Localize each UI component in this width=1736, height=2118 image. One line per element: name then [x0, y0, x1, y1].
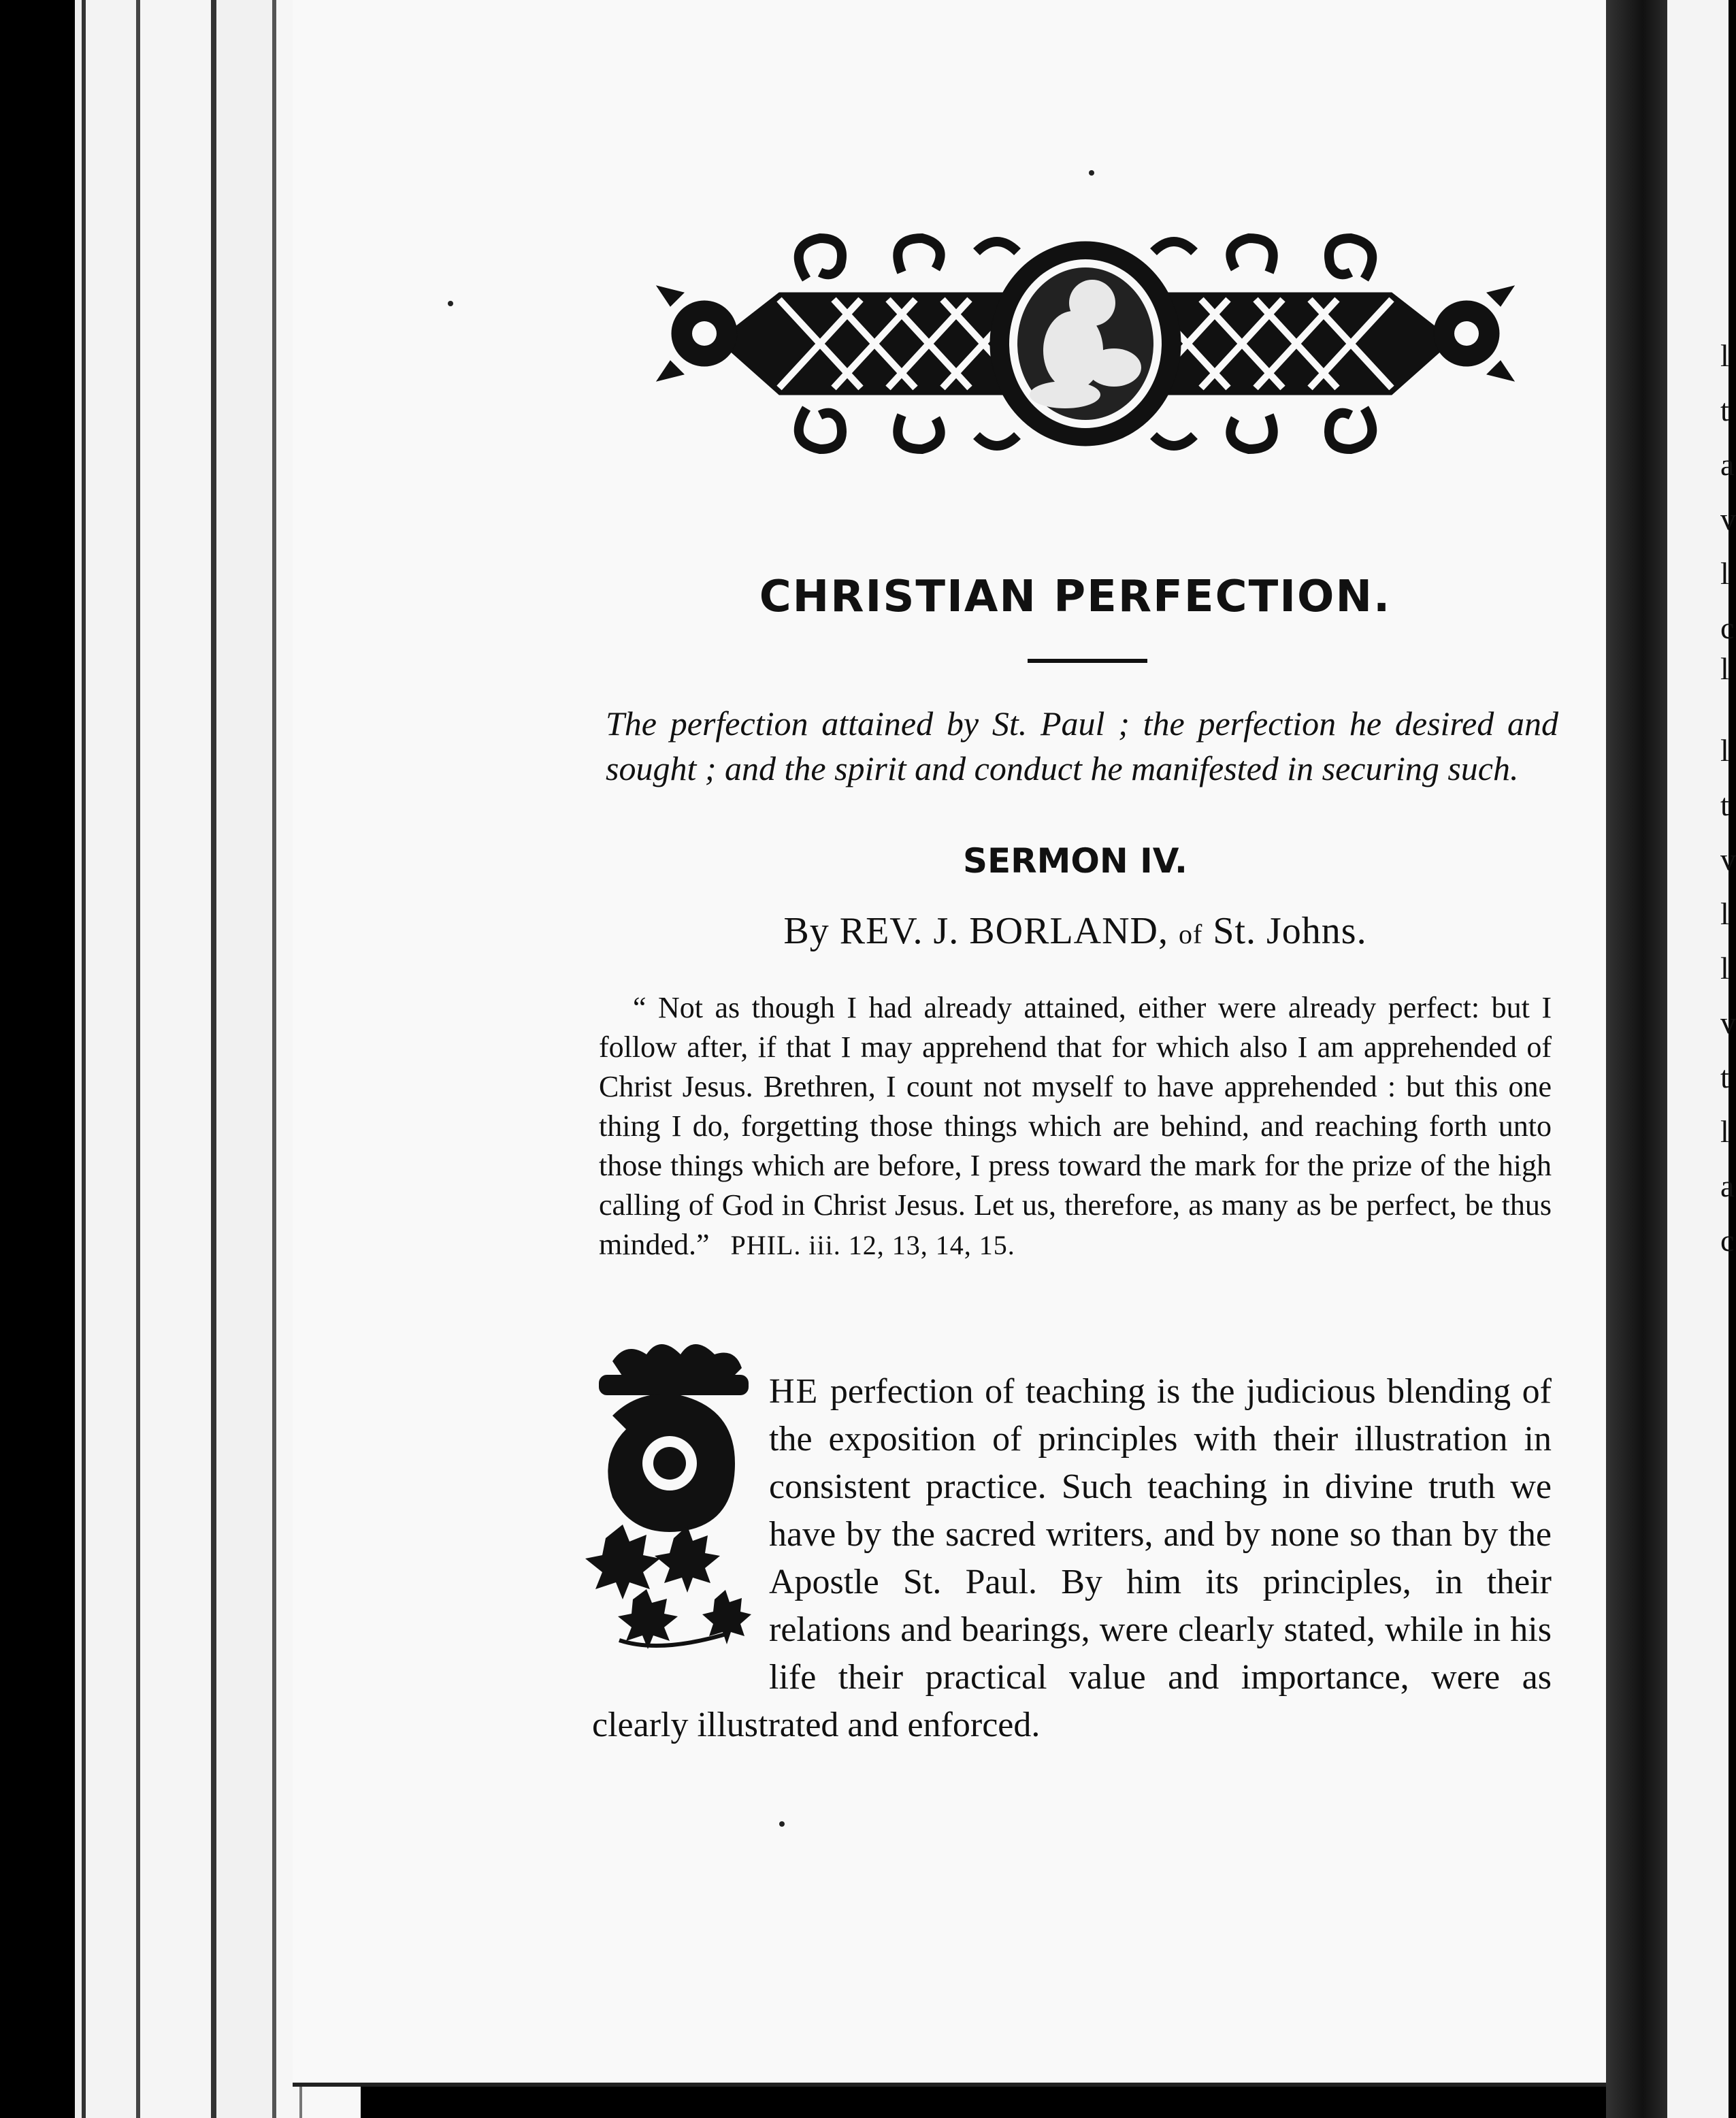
facing-page-letter: a — [1720, 447, 1735, 482]
book-gutter — [1606, 0, 1667, 2118]
facing-page-letter: l — [1720, 951, 1729, 985]
drop-cap-space — [592, 1368, 769, 1695]
print-speck — [779, 1821, 785, 1827]
facing-page-letter: a — [1720, 1169, 1735, 1203]
headpiece-ornament-icon — [657, 231, 1514, 456]
facing-page-letter: c — [1720, 1223, 1735, 1258]
print-speck — [1089, 170, 1094, 176]
body-paragraph — [592, 1368, 1552, 1749]
scripture-epigraph — [599, 988, 1552, 1265]
facing-page-letter: l — [1720, 651, 1729, 686]
sermon-title: CHRISTIAN PERFECTION. — [759, 572, 1392, 622]
paragraph-text: perfection of teaching is the judicious blending of the exposition of principles with their illustration in consistent practice. Such teaching in divine truth we have by the sacred writers, and by none so than by the Apostle St. Paul. By him its principles, in their relations and bearings, were clearly stated, while in his life their practical value and importance, were as clearly illustrated and enforced. — [592, 1372, 1552, 1744]
first-word-rest: HE — [769, 1372, 819, 1411]
facing-page-letter: l — [1720, 1114, 1729, 1149]
sermon-number: SERMON IV. — [962, 841, 1188, 881]
title-rule — [1028, 659, 1147, 663]
facing-page-letter: t — [1720, 1060, 1729, 1094]
author-name: REV. J. BORLAND, — [839, 910, 1168, 952]
author-line — [585, 909, 1565, 953]
author-of: of — [1178, 919, 1203, 949]
facing-page-letter: c — [1720, 610, 1735, 645]
facing-page-edge — [1667, 0, 1729, 2118]
facing-page-letter: l — [1720, 338, 1729, 373]
print-speck — [448, 301, 453, 306]
sermon-synopsis: The perfection attained by St. Paul ; the perfection he desired and sought ; and the spirit and conduct he manifested in securing such. — [606, 704, 1558, 787]
author-by: By — [783, 910, 830, 952]
facing-page-letter: l — [1720, 733, 1729, 768]
facing-page-letter: v — [1720, 842, 1736, 877]
author-place: St. Johns. — [1213, 910, 1367, 952]
facing-page-letter: t — [1720, 393, 1729, 427]
epigraph-text: “ Not as though I had already attained, either were already perfect: but I follow after, if that I may apprehend that for which also I am apprehended of Christ Jesus. Brethren, I count not myself to have apprehended : but this one thing I do, forgetting those things which are behind, and reaching forth unto those things which are before, I press toward the mark for the prize of the high calling of God in Christ Jesus. Let us, therefore, as many as be perfect, be thus minded.” — [599, 991, 1552, 1261]
facing-page-letter: l — [1720, 556, 1729, 591]
epigraph-reference: PHIL. iii. 12, 13, 14, 15. — [730, 1230, 1015, 1260]
facing-page-letter: l — [1720, 896, 1729, 931]
facing-page-letter: v — [1720, 502, 1736, 536]
facing-page-letter: v — [1720, 1005, 1736, 1040]
facing-page-letter: t — [1720, 787, 1729, 822]
